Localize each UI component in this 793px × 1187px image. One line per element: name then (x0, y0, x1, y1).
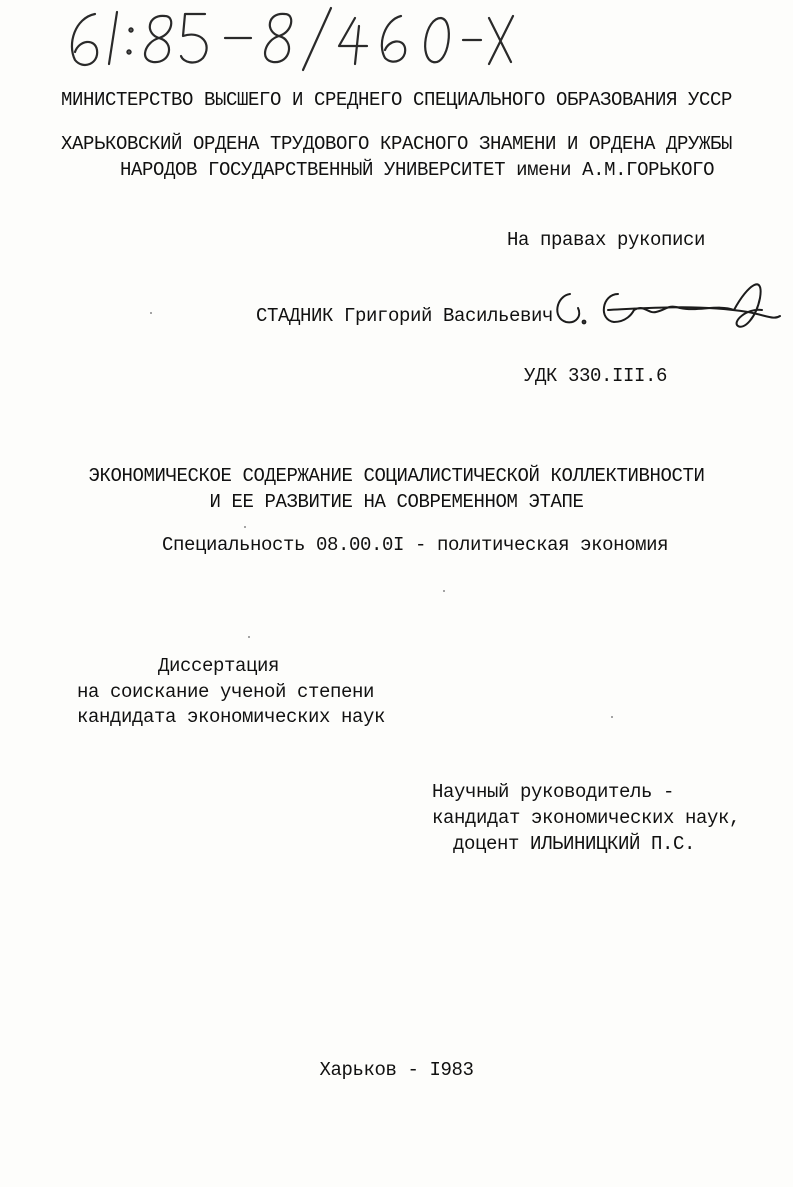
handwritten-archive-mark (55, 4, 515, 74)
scan-speck (244, 526, 246, 528)
university-heading-line1: ХАРЬКОВСКИЙ ОРДЕНА ТРУДОВОГО КРАСНОГО ЗНАМЕНИ И ОРДЕНА ДРУЖБЫ (60, 133, 733, 155)
dissertation-type-line1: Диссертация (158, 655, 280, 677)
scan-speck (150, 312, 152, 314)
author-name: СТАДНИК Григорий Васильевич (256, 305, 554, 327)
manuscript-rights-note: На правах рукописи (507, 229, 706, 251)
university-heading-line2: НАРОДОВ ГОСУДАРСТВЕННЫЙ УНИВЕРСИТЕТ имени А.М.ГОРЬКОГО (120, 159, 715, 181)
scan-speck (248, 636, 250, 638)
scan-speck (611, 716, 613, 718)
supervisor-line1: Научный руководитель - (432, 781, 675, 803)
supervisor-line2: кандидат экономических наук, (432, 807, 741, 829)
scan-speck (443, 590, 445, 592)
dissertation-title-line1: ЭКОНОМИЧЕСКОЕ СОДЕРЖАНИЕ СОЦИАЛИСТИЧЕСКОЙ КОЛЛЕКТИВНОСТИ (88, 465, 705, 487)
dissertation-type-line3: кандидата экономических наук (77, 706, 386, 728)
specialty: Специальность 08.00.0I - политическая экономия (162, 534, 669, 556)
dissertation-type-line2: на соискание ученой степени (77, 681, 375, 703)
supervisor-line3: доцент ИЛЬИНИЦКИЙ П.С. (453, 833, 696, 855)
dissertation-title-line2: И ЕЕ РАЗВИТИЕ НА СОВРЕМЕННОМ ЭТАПЕ (209, 491, 584, 513)
udc-code: УДК 330.III.6 (524, 365, 668, 387)
ministry-heading: МИНИСТЕРСТВО ВЫСШЕГО И СРЕДНЕГО СПЕЦИАЛЬНОГО ОБРАЗОВАНИЯ УССР (60, 89, 733, 111)
place-and-year: Харьков - I983 (319, 1059, 474, 1081)
author-signature (548, 264, 788, 334)
